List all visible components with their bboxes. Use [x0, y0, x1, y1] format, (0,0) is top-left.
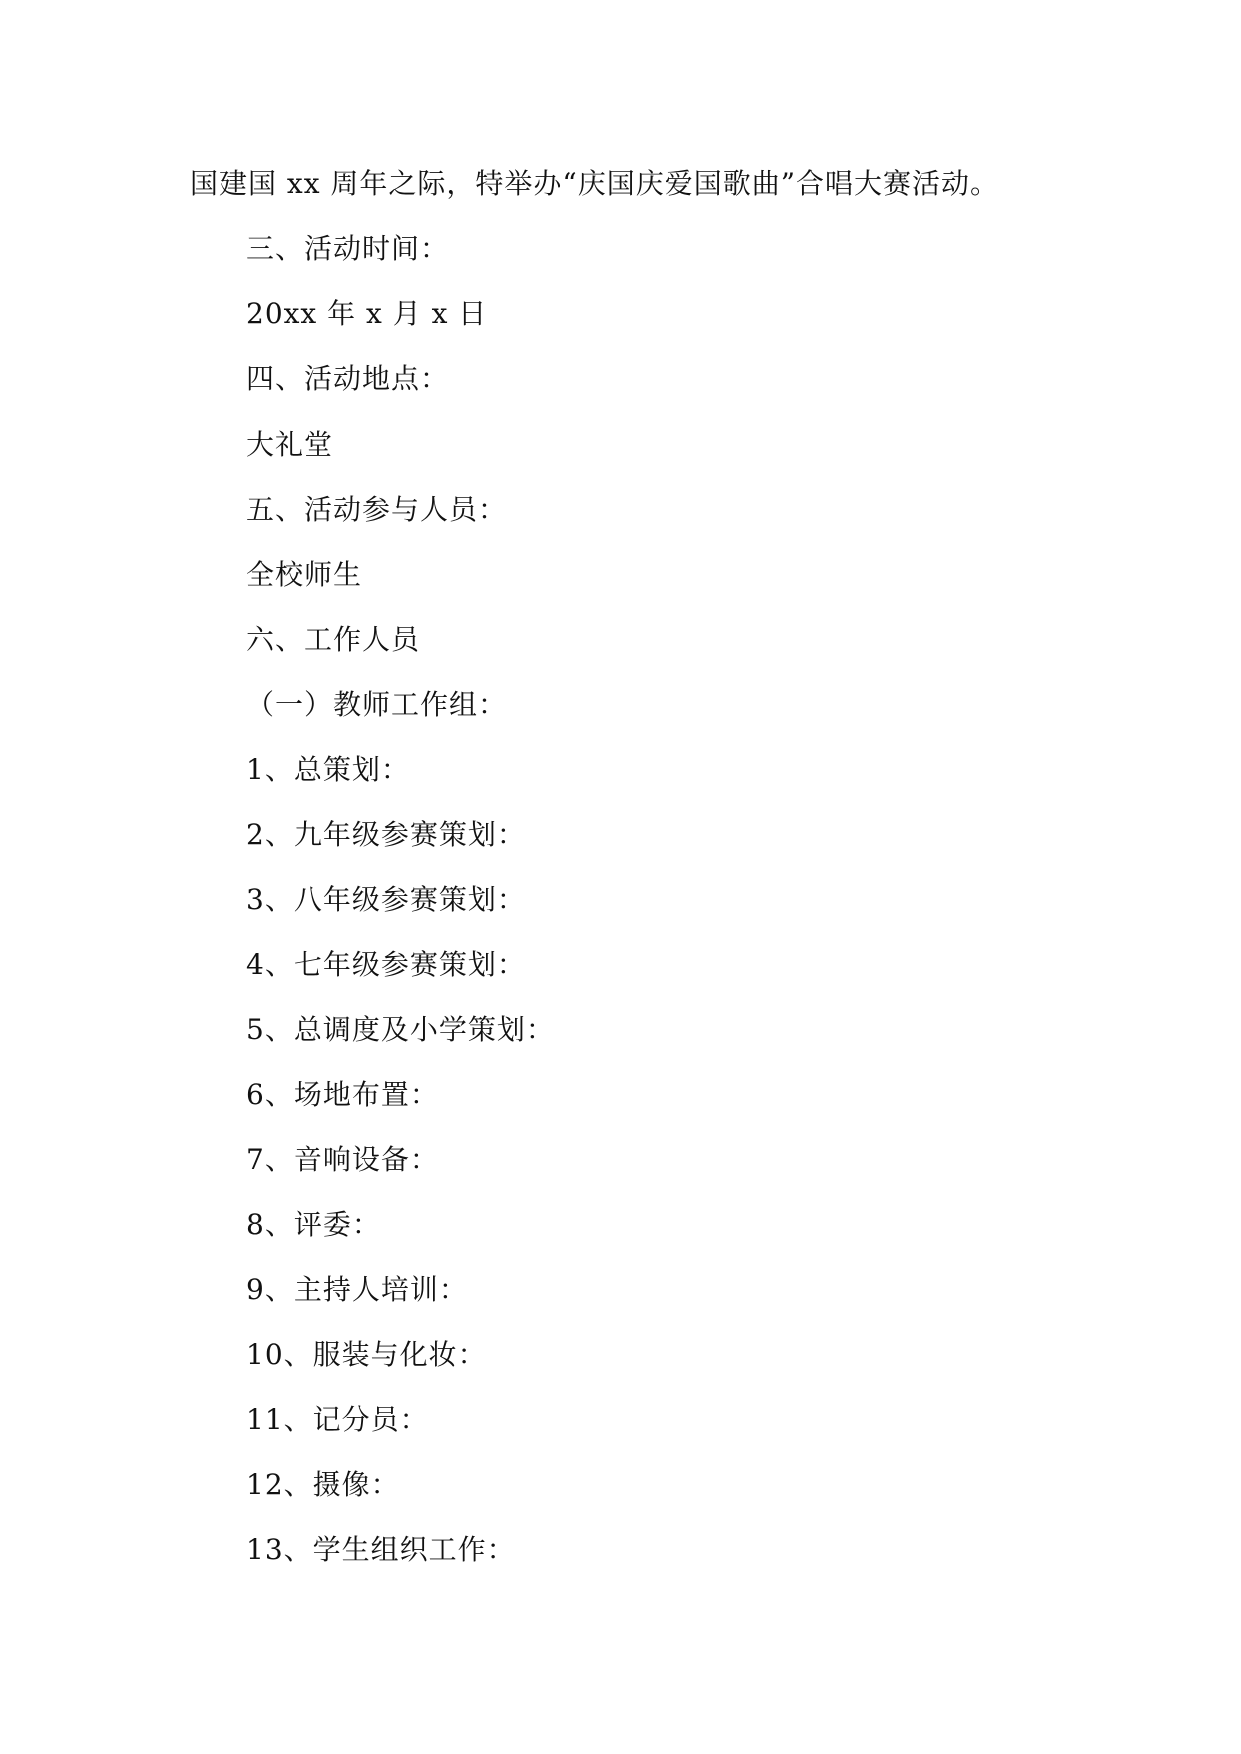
list-item: 3、八年级参赛策划：: [246, 883, 526, 916]
section-heading-location: 四、活动地点：: [246, 362, 450, 395]
list-item: 9、主持人培训：: [246, 1273, 468, 1306]
participants: 全校师生: [246, 558, 363, 591]
intro-line: 国建国 xx 周年之际，特举办“庆国庆爱国歌曲”合唱大赛活动。: [190, 167, 1000, 200]
list-item: 12、摄像：: [246, 1468, 400, 1501]
list-item: 4、七年级参赛策划：: [246, 948, 526, 981]
list-item: 6、场地布置：: [246, 1078, 439, 1111]
list-item: 11、记分员：: [246, 1403, 429, 1436]
subsection-heading-teacher-group: （一）教师工作组：: [246, 688, 508, 721]
event-location: 大礼堂: [246, 428, 334, 461]
list-item: 8、评委：: [246, 1208, 381, 1241]
list-item: 7、音响设备：: [246, 1143, 439, 1176]
section-heading-time: 三、活动时间：: [246, 232, 450, 265]
section-heading-participants: 五、活动参与人员：: [246, 493, 508, 526]
list-item: 2、九年级参赛策划：: [246, 818, 526, 851]
list-item: 13、学生组织工作：: [246, 1533, 516, 1566]
list-item: 5、总调度及小学策划：: [246, 1013, 555, 1046]
list-item: 10、服装与化妆：: [246, 1338, 487, 1371]
list-item: 1、总策划：: [246, 753, 410, 786]
event-date: 20xx 年 x 月 x 日: [246, 297, 488, 330]
section-heading-staff: 六、工作人员: [246, 623, 421, 656]
